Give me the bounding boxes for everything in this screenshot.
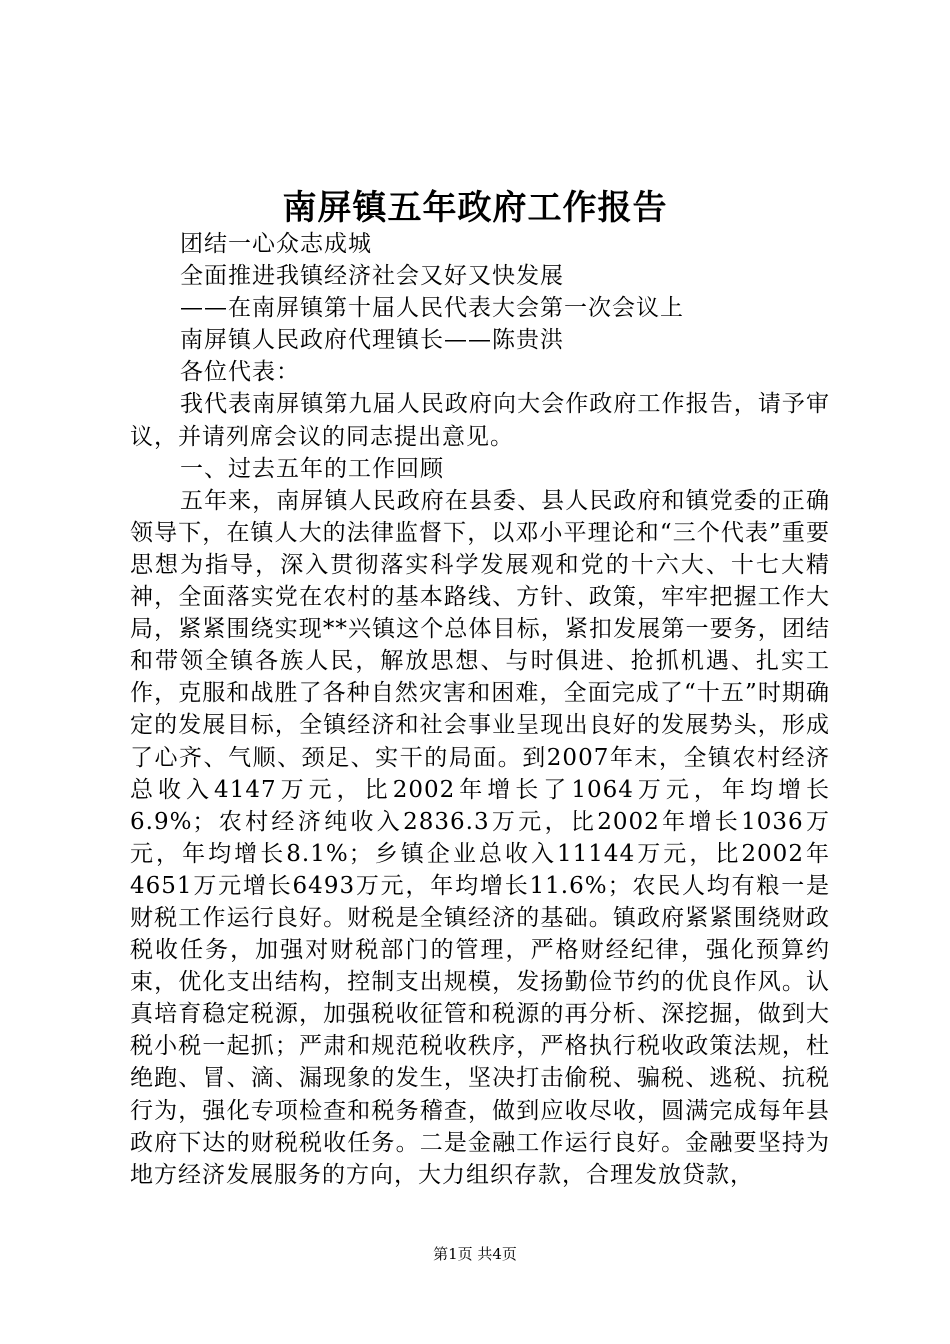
document-title: 南屏镇五年政府工作报告 xyxy=(282,188,668,228)
header-line-subtitle: 全面推进我镇经济社会又好又快发展 xyxy=(180,263,564,290)
paragraph-intro: 我代表南屏镇第九届人民政府向大会作政府工作报告，请予审议，并请列席会议的同志提出意见。 xyxy=(130,391,830,450)
header-line-occasion: ——在南屏镇第十届人民代表大会第一次会议上 xyxy=(180,295,684,322)
page-number-footer: 第1页 共4页 xyxy=(433,1245,517,1263)
header-line-speaker: 南屏镇人民政府代理镇长——陈贵洪 xyxy=(180,327,564,354)
section-heading: 一、过去五年的工作回顾 xyxy=(180,455,444,482)
paragraph-review: 五年来，南屏镇人民政府在县委、县人民政府和镇党委的正确领导下，在镇人大的法律监督下，以邓小平理论和“三个代表”重要思想为指导，深入贯彻落实科学发展观和党的十六大、十七大精神，全面落实党在农村的基本路线、方针、政策，牢牢把握工作大局，紧紧围绕实现**兴镇这个总体目标，紧扣发展第一要务，团结和带领全镇各族人民，解放思想、与时俱进、抢抓机遇、扎实工作，克服和战胜了各种自然灾害和困难，全面完成了“十五”时期确定的发展目标，全镇经济和社会事业呈现出良好的发展势头，形成了心齐、气顺、颈足、实干的局面。到2007年末，全镇农村经济总收入4147万元，比2002年增长了1064万元，年均增长6.9%；农村经济纯收入2836.3万元，比2002年增长1036万元，年均增长8.1%；乡镇企业总收入11144万元，比2002年4651万元增长6493万元，年均增长11.6%；农民人均有粮一是财税工作运行良好。财税是全镇经济的基础。镇政府紧紧围绕财政税收任务，加强对财税部门的管理，严格财经纪律，强化预算约束，优化支出结构，控制支出规模，发扬勤俭节约的优良作风。认真培育稳定税源，加强税收征管和税源的再分析、深挖掘，做到大税小税一起抓；严肃和规范税收秩序，严格执行税收政策法规，杜绝跑、冒、滴、漏现象的发生，坚决打击偷税、骗税、逃税、抗税行为，强化专项检查和税务稽查，做到应收尽收，圆满完成每年县政府下达的财税税收任务。二是金融工作运行良好。金融要坚持为地方经济发展服务的方向，大力组织存款，合理发放贷款， xyxy=(130,487,830,1188)
document-body xyxy=(130,228,830,1191)
header-line-salutation: 各位代表： xyxy=(180,359,300,386)
header-line-slogan: 团结一心众志成城 xyxy=(180,231,372,257)
